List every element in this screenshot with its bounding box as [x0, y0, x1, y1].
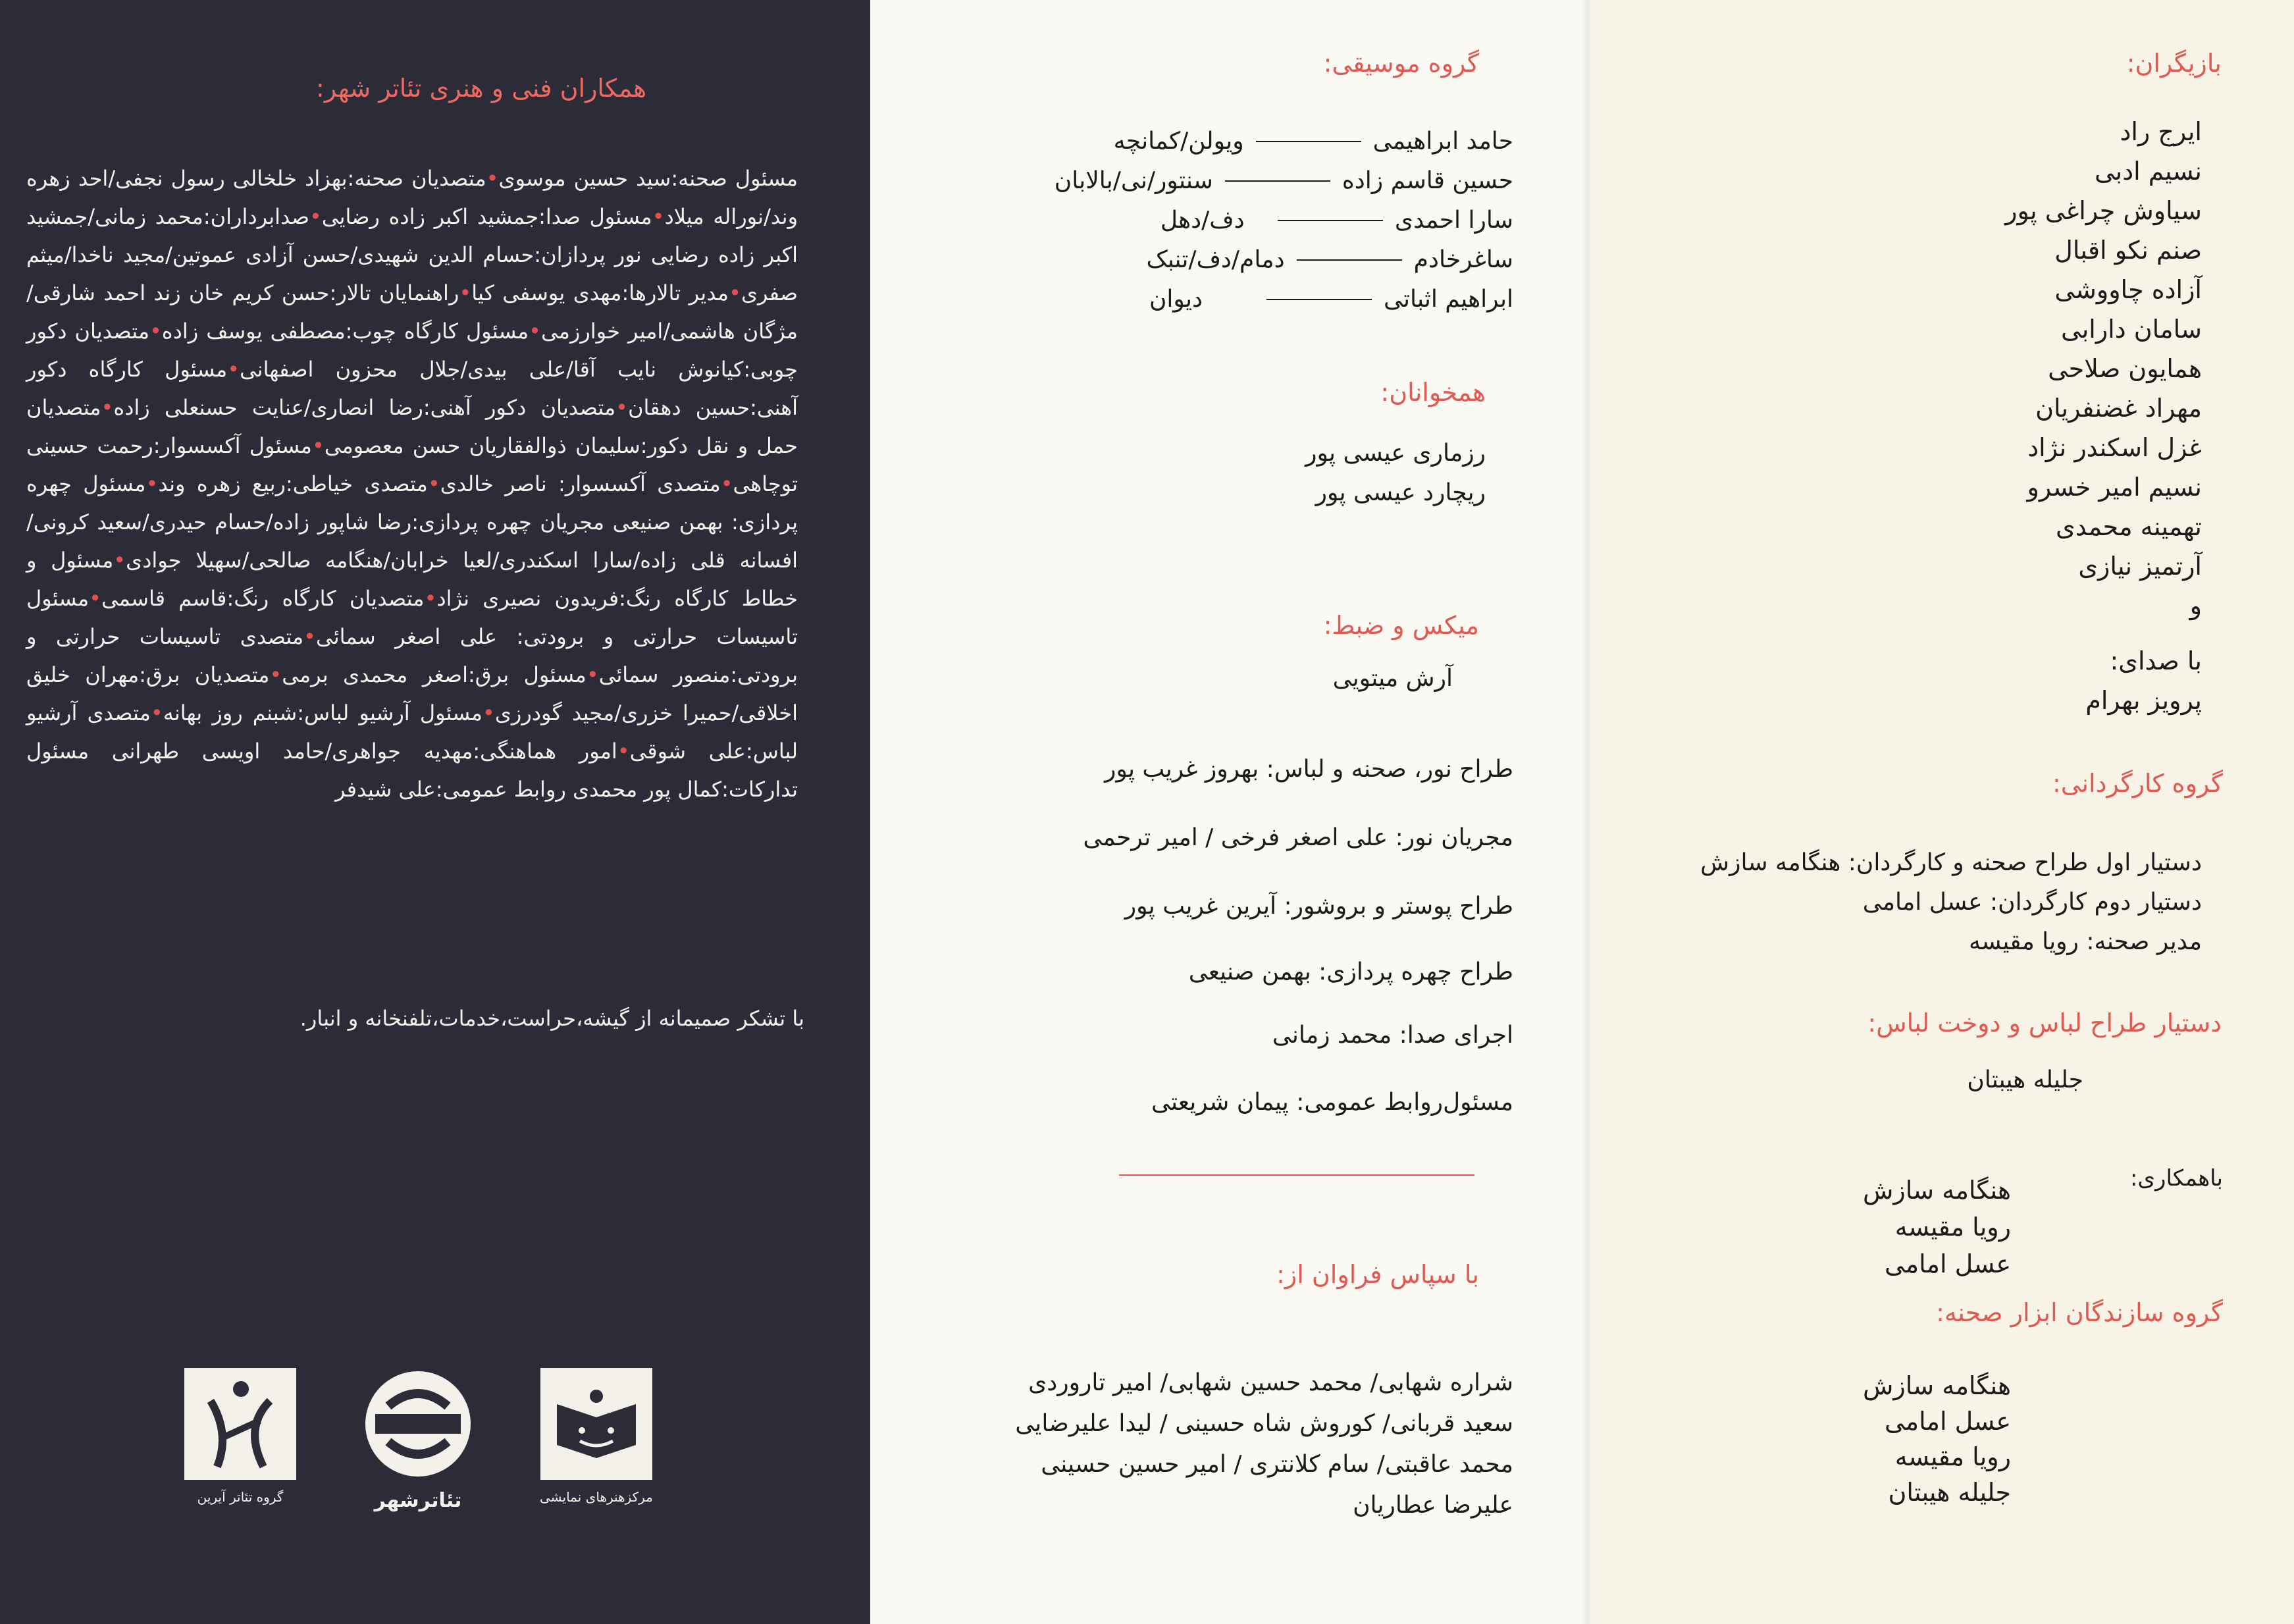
separator-dot: • — [529, 319, 542, 344]
separator-dot: • — [149, 319, 162, 344]
voice-actor: پرویز بهرام — [2085, 686, 2202, 715]
musician-instrument: سنتور/نی/بالابان — [1054, 167, 1213, 194]
music-row — [1114, 128, 1513, 155]
music-credits-panel — [870, 0, 1591, 1624]
book-face-icon — [540, 1368, 652, 1480]
logo-caption: مرکزهنرهای نمایشی — [540, 1489, 653, 1505]
staff-entry: امور هماهنگی:مهدیه جواهری/حامد اویسی طهرانی مسئول تدارکات:کمال پور محمدی روابط عمومی:علی شیدفر — [26, 739, 798, 802]
props-member: عسل امامی — [1885, 1407, 2011, 1436]
collaborator: هنگامه سازش — [1862, 1176, 2011, 1205]
collaboration-heading: باهمکاری: — [2129, 1165, 2223, 1192]
credit-line: مجریان نور: علی اصغر فرخی / امیر ترحمی — [1083, 824, 1513, 851]
directing-line: مدیر صحنه: رویا مقیسه — [1968, 928, 2202, 955]
leader-line — [1266, 299, 1372, 300]
separator-dot: • — [729, 280, 741, 305]
separator-dot: • — [459, 280, 472, 305]
props-list — [1863, 1368, 2011, 1510]
cast-member: آزاده چاووشی — [2054, 275, 2202, 304]
separator-dot: • — [617, 739, 630, 764]
staff-entry: راهنمایان تالار:حسن کریم خان زند احمد شارقی/مژگان هاشمی/امیر خوارزمی — [26, 280, 798, 344]
chorus-heading: همخوانان: — [1380, 378, 1486, 407]
credit-line: طراح نور، صحنه و لباس: بهروز غریب پور — [1104, 756, 1513, 783]
staff-entry: متصدی تاسیسات حرارتی و برودتی:منصور سمائی — [26, 624, 798, 687]
cast-panel — [1591, 0, 2294, 1624]
props-heading: گروه سازندگان ابزار صحنه: — [1936, 1298, 2223, 1327]
cast-member: تهمینه محمدی — [2056, 512, 2202, 541]
logo-theatre-shahr — [362, 1368, 474, 1512]
technical-staff-panel — [0, 0, 870, 1624]
music-row — [1146, 246, 1513, 273]
staff-entry: متصدی خیاطی:ربیع زهره وند — [158, 471, 428, 496]
costume-heading: دستیار طراح لباس و دوخت لباس: — [1867, 1008, 2222, 1037]
separator-dot: • — [652, 204, 665, 229]
collaboration-list — [1863, 1172, 2011, 1282]
separator-dot: • — [89, 586, 101, 611]
directing-line: دستیار دوم کارگردان: عسل امامی — [1862, 889, 2202, 916]
musician-name: حسین قاسم زاده — [1342, 167, 1513, 194]
section-divider — [1119, 1174, 1474, 1176]
directing-heading: گروه کارگردانی: — [2052, 769, 2223, 798]
musician-name: سارا احمدی — [1394, 207, 1513, 234]
leader-line — [1297, 259, 1402, 261]
leader-line — [1256, 141, 1361, 142]
thanks-line: سعید قربانی/ کوروش شاه حسینی / لیدا علیرضایی — [1015, 1410, 1513, 1437]
separator-dot: • — [309, 204, 322, 229]
musician-name: حامد ابراهیمی — [1372, 128, 1513, 155]
logo-caption: تئاترشهر — [374, 1489, 462, 1512]
separator-dot: • — [720, 471, 733, 496]
cast-member: و — [2189, 591, 2202, 620]
chorus-member: رزماری عیسی پور — [1305, 440, 1486, 467]
collaborator: عسل امامی — [1885, 1249, 2011, 1278]
staff-entry: مدیر تالارها:مهدی یوسفی کیا — [471, 280, 729, 305]
staff-thanks-line: با تشکر صمیمانه از گیشه،حراست،خدمات،تلفنخانه و انبار. — [300, 1006, 804, 1031]
abstract-figure-icon — [184, 1368, 296, 1480]
leader-line — [1225, 180, 1330, 182]
logo-center-performing-arts — [540, 1368, 653, 1505]
thanks-line: محمد عاقبتی/ سام کلانتری / امیر حسین حسینی — [1041, 1451, 1513, 1478]
separator-dot: • — [150, 700, 163, 725]
props-member: رویا مقیسه — [1894, 1442, 2011, 1471]
music-group-heading: گروه موسیقی: — [1323, 49, 1479, 78]
musician-name: ساغرخادم — [1413, 246, 1513, 273]
staff-entry: متصدی آرشیو لباس:علی شوقی — [26, 700, 798, 764]
staff-entry: مسئول صحنه:سید حسین موسوی — [498, 166, 798, 191]
cast-member: نسیم ادبی — [2094, 157, 2202, 186]
musician-name: ابراهیم اثباتی — [1383, 286, 1513, 313]
credit-line: اجرای صدا: محمد زمانی — [1272, 1022, 1513, 1049]
staff-entry: مسئول چهره پردازی: بهمن صنیعی مجریان چهره پردازی:رضا شاپور زاده/حسام حیدری/سعید کرونی/افسانه قلی زاده/سارا اسکندری/لعیا خرابان/هنگامه صالحی/سهیلا جوادی — [26, 471, 798, 573]
cast-heading: بازیگران: — [2126, 49, 2222, 78]
staff-entry: صدابرداران:محمد زمانی/جمشید اکبر زاده رضایی نور پردازان:حسام الدین شهیدی/حسن آزادی عموتین/مجید ناخدا/میثم صفری — [26, 204, 798, 305]
cast-member: ایرج راد — [2120, 117, 2202, 146]
directing-line: دستیار اول طراح صحنه و کارگردان: هنگامه سازش — [1700, 849, 2202, 876]
cast-member: صنم نکو اقبال — [2054, 236, 2202, 265]
technical-staff-text — [26, 159, 798, 808]
cast-member: سامان دارابی — [2061, 315, 2202, 344]
costume-assistant: جلیله هیبتان — [1967, 1066, 2083, 1093]
thanks-heading: با سپاس فراوان از: — [1276, 1260, 1479, 1289]
props-member: جلیله هیبتان — [1888, 1478, 2011, 1507]
separator-dot: • — [303, 624, 317, 649]
musician-instrument: ویولن/کمانچه — [1113, 128, 1244, 155]
musician-instrument: دف/دهل — [1160, 207, 1245, 234]
cast-member: نسیم امیر خسرو — [2027, 473, 2202, 502]
cast-member: آرتمیز نیازی — [2078, 552, 2202, 581]
separator-dot: • — [113, 548, 126, 573]
staff-entry: متصدیان حمل و نقل دکور:سلیمان ذوالفقاریان حسن معصومی — [26, 395, 798, 458]
mix-engineer: آرش میتویی — [1332, 665, 1453, 692]
music-row — [1055, 167, 1513, 194]
musician-instrument: دیوان — [1149, 286, 1203, 313]
cast-list — [2005, 112, 2202, 625]
separator-dot: • — [424, 586, 437, 611]
staff-entry: مسئول تاسیسات حرارتی و برودتی: علی اصغر سمائی — [26, 586, 798, 649]
separator-dot: • — [586, 662, 599, 687]
thanks-line: شراره شهابی/ محمد حسین شهابی/ امیر تاروردی — [1028, 1369, 1513, 1396]
props-member: هنگامه سازش — [1862, 1371, 2011, 1400]
staff-entry: مسئول صدا:جمشید اکبر زاده رضایی — [321, 204, 652, 229]
musician-instrument: دمام/دف/تنبک — [1146, 246, 1285, 273]
thanks-line: علیرضا عطاریان — [1353, 1492, 1513, 1519]
staff-entry: متصدیان دکور آهنی:رضا انصاری/عنایت حسنعلی زاده — [113, 395, 616, 420]
staff-entry: متصدیان صحنه:بهزاد خلخالی رسول نجفی/احد زهره وند/نوراله میلاد — [26, 166, 798, 229]
staff-entry: متصدی آکسسوار: ناصر خالدی — [440, 471, 721, 496]
separator-dot: • — [227, 357, 240, 382]
separator-dot: • — [101, 395, 114, 420]
separator-dot: • — [311, 433, 325, 458]
separator-dot: • — [615, 395, 629, 420]
music-row — [1160, 207, 1513, 234]
separator-dot: • — [482, 700, 495, 725]
logo-caption: گروه تئاتر آیرین — [197, 1489, 284, 1505]
cast-member: غزل اسکندر نژاد — [2027, 433, 2202, 462]
staff-entry: متصدیان دکور چوبی:کیانوش نایب آقا/علی بیدی/جلال محزون اصفهانی — [26, 319, 798, 382]
separator-dot: • — [145, 471, 159, 496]
chorus-member: ریچارد عیسی پور — [1315, 479, 1486, 506]
cast-member: سیاوش چراغی پور — [2005, 196, 2202, 225]
separator-dot: • — [486, 166, 499, 191]
theatre-shahr-icon — [362, 1368, 474, 1480]
staff-entry: مسئول آکسسوار:رحمت حسینی توچاهی — [26, 433, 798, 496]
collaborator: رویا مقیسه — [1894, 1213, 2011, 1242]
mix-heading: میکس و ضبط: — [1323, 611, 1479, 640]
staff-entry: مسئول کارگاه چوب:مصطفی یوسف زاده — [161, 319, 529, 344]
logo-irin-theatre-group — [184, 1368, 296, 1505]
staff-entry: مسئول و خطاط کارگاه رنگ:فریدون نصیری نژاد — [26, 548, 798, 611]
separator-dot: • — [269, 662, 282, 687]
voice-heading: با صدای: — [2110, 646, 2202, 675]
credit-line: طراح پوستر و بروشور: آیرین غریب پور — [1124, 893, 1513, 920]
staff-entry: متصدیان کارگاه رنگ:قاسم قاسمی — [101, 586, 425, 611]
staff-entry: مسئول برق:اصغر محمدی برمی — [282, 662, 587, 687]
staff-entry: مسئول کارگاه دکور آهنی:حسین دهقان — [26, 357, 798, 420]
staff-entry: مسئول آرشیو لباس:شبنم روز بهانه — [163, 700, 482, 725]
staff-entry: متصدیان برق:مهران خلیق اخلاقی/حمیرا خزری/مجید گودرزی — [26, 662, 798, 725]
separator-dot: • — [427, 471, 440, 496]
leader-line — [1278, 220, 1383, 221]
music-row — [1149, 286, 1513, 313]
cast-member: مهراد غضنفریان — [2035, 394, 2202, 423]
credit-line: طراح چهره پردازی: بهمن صنیعی — [1188, 958, 1513, 985]
cast-member: همایون صلاحی — [2048, 354, 2202, 383]
technical-staff-title: همکاران فنی و هنری تئاتر شهر: — [316, 74, 646, 103]
credit-line: مسئول‌روابط عمومی: پیمان شریعتی — [1151, 1089, 1513, 1116]
